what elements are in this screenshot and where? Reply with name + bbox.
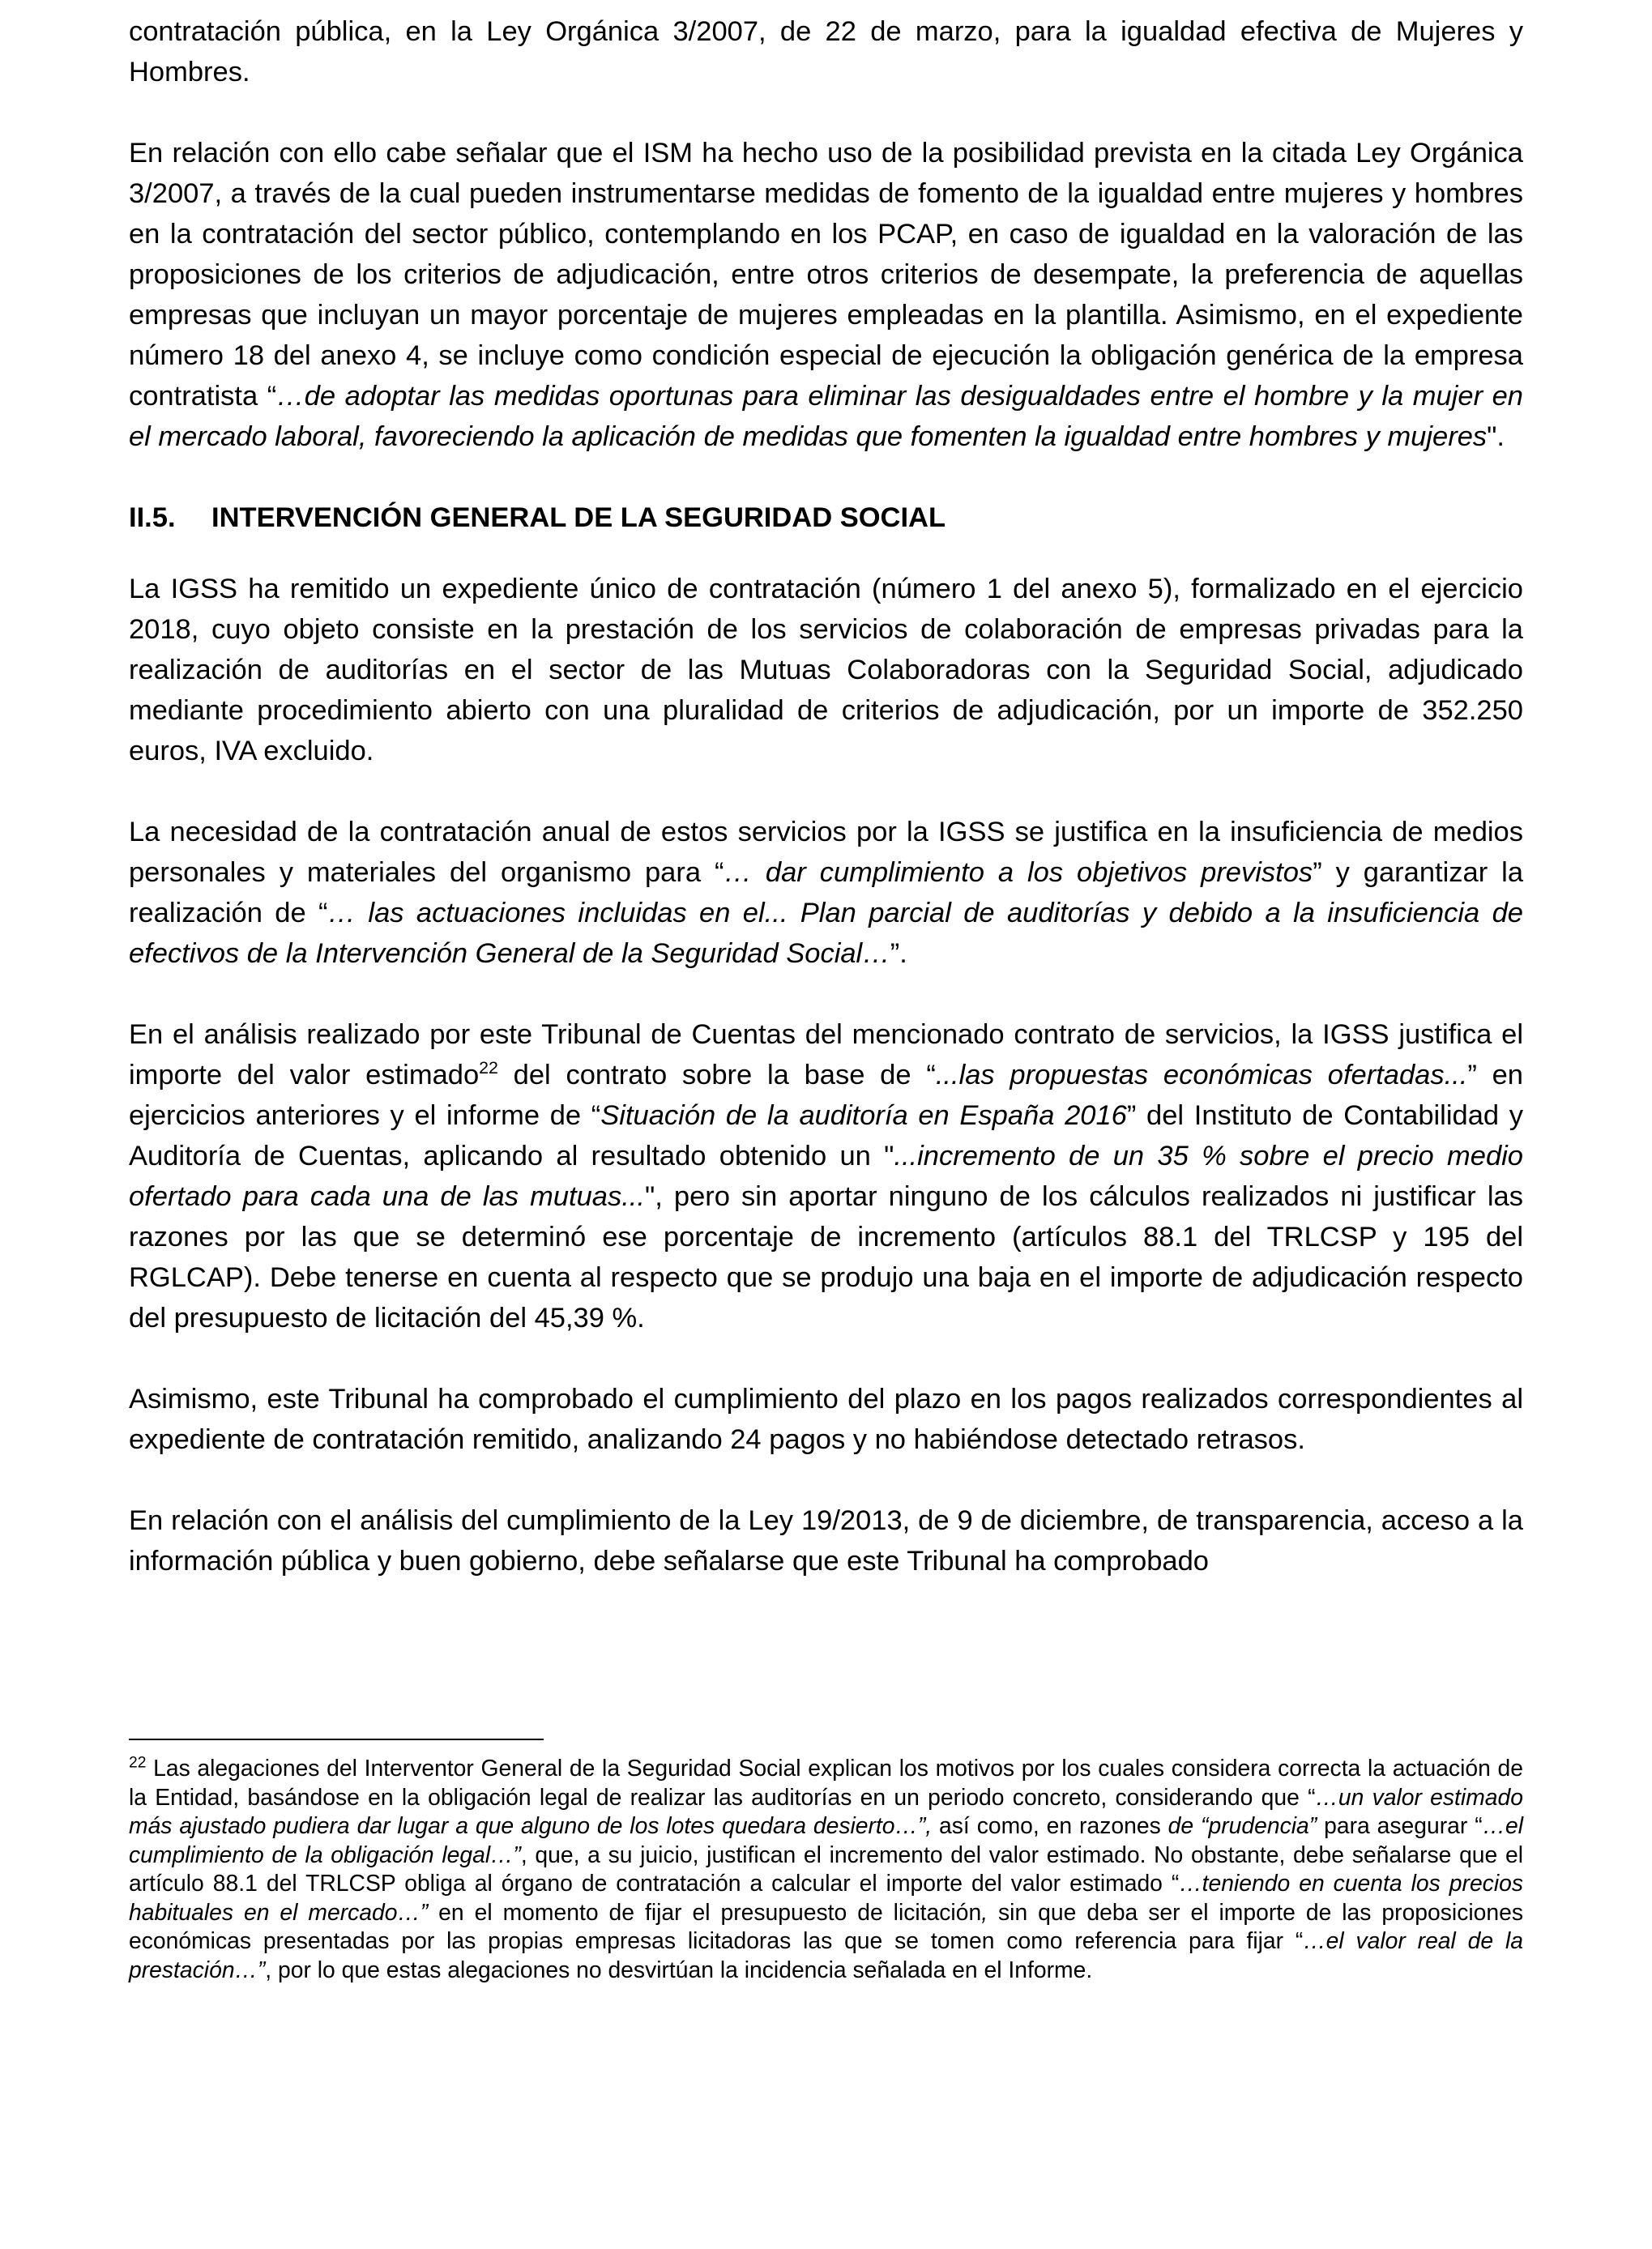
footnote-text-g: , que, a su juicio, justifican el incremento del valor estimado. No obstante, debe señalarse que el artículo 88.1 del TRLCSP obliga al órgano de contratación a calcular el importe del valor estimado “ (129, 1841, 1523, 1896)
footnote-separator (129, 1739, 544, 1740)
paragraph-5-text-d: ” en ejercicios anteriores y el informe de “ (129, 1060, 1523, 1131)
section-title: INTERVENCIÓN GENERAL DE LA SEGURIDAD SOCIAL (211, 502, 946, 533)
paragraph-1 (129, 11, 1523, 92)
paragraph-4-quote-2: … las actuaciones incluidas en el... Plan parcial de auditorías y debido a la insuficiencia de efectivos de la Intervención General de la Seguridad Social… (129, 898, 1523, 969)
section-heading (129, 497, 1523, 538)
paragraph-4-text-c: ” y garantizar la realización de “ (129, 857, 1524, 928)
paragraph-6-text: Asimismo, este Tribunal ha comprobado el cumplimiento del plazo en los pagos realizados correspondientes al expediente de contratación remitido, analizando 24 pagos y no habiéndose detectado retrasos. (129, 1384, 1523, 1455)
footnote-text-a: Las alegaciones del Interventor General de la Seguridad Social explican los motivos por los cuales considera correcta la actuación de la Entidad, basándose en la obligación legal de realizar las auditorías en un periodo concreto, considerando que “ (129, 1755, 1523, 1810)
paragraph-5-text-a: En el análisis realizado por este Tribunal de Cuentas del mencionado contrato de servicios, la IGSS justifica el importe del valor estimado (129, 1019, 1523, 1090)
paragraph-5-quote-1: ...las propuestas económicas ofertadas... (935, 1060, 1468, 1090)
footnote-text-c: así como, en razones (932, 1812, 1168, 1838)
footnote-reference[interactable]: 22 (479, 1057, 498, 1078)
paragraph-2-quote: …de adoptar las medidas oportunas para eliminar las desigualdades entre el hombre y la mujer en el mercado laboral, favoreciendo la aplicación de medidas que fomenten la igualdad entre hombres y mujeres (129, 381, 1523, 452)
paragraph-5-text-f: ” del Instituto de Contabilidad y Auditoría de Cuentas, aplicando al resultado obtenido un " (129, 1100, 1524, 1171)
paragraph-2-text: En relación con ello cabe señalar que el ISM ha hecho uso de la posibilidad prevista en la citada Ley Orgánica 3/2007, a través de la cual pueden instrumentarse medidas de fomento de la igualdad entre mujeres y hombres en la contratación del sector público, contemplando en los PCAP, en caso de igualdad en la valoración de las proposiciones de los criterios de adjudicación, entre otros criterios de desempate, la preferencia de aquellas empresas que incluyan un mayor porcentaje de mujeres empleadas en la plantilla. Asimismo, en el expediente número 18 del anexo 4, se incluye como condición especial de ejecución la obligación genérica de la empresa contratista “ (129, 138, 1523, 412)
paragraph-3-text: La IGSS ha remitido un expediente único de contratación (número 1 del anexo 5), formalizado en el ejercicio 2018, cuyo objeto consiste en la prestación de los servicios de colaboración de empresas privadas para la realización de auditorías en el sector de las Mutuas Colaboradoras con la Seguridad Social, adjudicado mediante procedimiento abierto con una pluralidad de criterios de adjudicación, por un importe de 352.250 euros, IVA excluido. (129, 574, 1523, 766)
footnote-text-m: , por lo que estas alegaciones no desvirtúan la incidencia señalada en el Informe. (265, 1956, 1093, 1982)
paragraph-7 (129, 1500, 1523, 1581)
section-number: II.5. (129, 502, 176, 533)
paragraph-5-quote-2: ...incremento de un 35 % sobre el precio medio ofertado para cada una de las mutuas... (129, 1141, 1523, 1212)
paragraph-7-text: En relación con el análisis del cumplimiento de la Ley 19/2013, de 9 de diciembre, de transparencia, acceso a la información pública y buen gobierno, debe señalarse que este Tribunal ha comprobado (129, 1505, 1523, 1577)
paragraph-5-report-title: Situación de la auditoría en España 2016 (600, 1100, 1127, 1131)
footnote-quote-4: …teniendo en cuenta los precios habituales en el mercado…” (129, 1870, 1523, 1925)
footnote-number: 22 (129, 1754, 147, 1772)
paragraph-4-text-e: ”. (890, 938, 907, 969)
footnote-quote-5: …el valor real de la prestación…” (129, 1927, 1523, 1982)
paragraph-3 (129, 569, 1523, 771)
footnote-text-e: para asegurar “ (1317, 1812, 1483, 1838)
paragraph-2 (129, 133, 1523, 457)
paragraph-4-text-a: La necesidad de la contratación anual de estos servicios por la IGSS se justifica en la insuficiencia de medios personales y materiales del organismo para “ (129, 817, 1523, 888)
paragraph-5 (129, 1014, 1523, 1338)
footnote-22 (129, 1754, 1523, 1984)
footnote-quote-1: …un valor estimado más ajustado pudiera dar lugar a que alguno de los lotes quedara desierto…”, (129, 1783, 1523, 1838)
footnote-comma: , (981, 1898, 988, 1925)
paragraph-2-end: ". (1487, 421, 1505, 452)
footnote-quote-3: …el cumplimiento de la obligación legal…” (129, 1812, 1524, 1867)
paragraph-5-text-b: del contrato sobre la base de “ (497, 1060, 936, 1090)
paragraph-1-text: contratación pública, en la Ley Orgánica 3/2007, de 22 de marzo, para la igualdad efectiva de Mujeres y Hombres. (129, 16, 1523, 87)
footnote-text-i: en el momento de fijar el presupuesto de licitación (428, 1898, 982, 1925)
paragraph-4 (129, 812, 1523, 974)
paragraph-5-text-h: ", pero sin aportar ninguno de los cálculos realizados ni justificar las razones por las que se determinó ese porcentaje de incremento (artículos 88.1 del TRLCSP y 195 del RGLCAP). Debe tenerse en cuenta al respecto que se produjo una baja en el importe de adjudicación respecto del presupuesto de licitación del 45,39 %. (129, 1181, 1523, 1334)
paragraph-4-quote-1: … dar cumplimiento a los objetivos previstos (724, 857, 1313, 888)
footnote-quote-2: de “prudencia” (1167, 1812, 1317, 1838)
paragraph-6 (129, 1379, 1523, 1460)
footnote-text-k: sin que deba ser el importe de las proposiciones económicas presentadas por las propias empresas licitadoras las que se tomen como referencia para fijar “ (129, 1898, 1524, 1953)
